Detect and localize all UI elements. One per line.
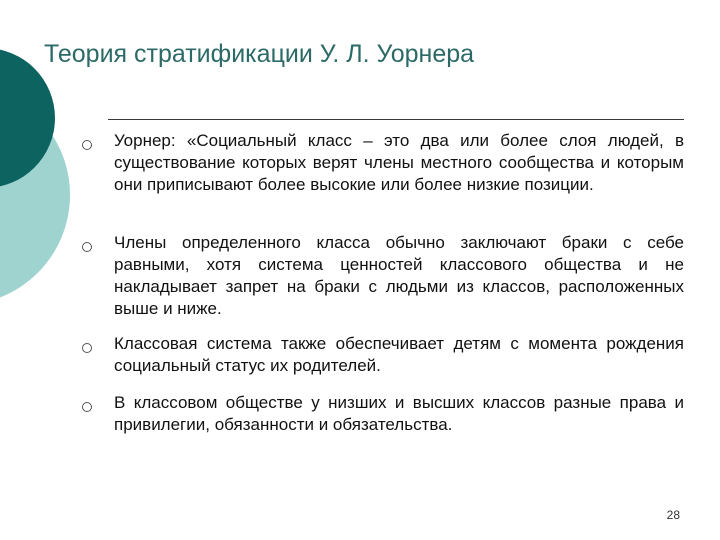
list-item — [82, 392, 684, 436]
bullet-text: Классовая система также обеспечивает детям с момента рождения социальный статус их родителей. — [114, 334, 684, 375]
bullet-text: Члены определенного класса обычно заключают браки с себе равными, хотя система ценностей классового общества и не накладывает запрет на браки с людьми из классов, расположенных выше и ниже. — [114, 233, 684, 318]
list-item — [82, 232, 684, 320]
circle-bullet-icon — [82, 140, 92, 150]
bullet-text: В классовом обществе у низших и высших классов разные права и привилегии, обязанности и обязательства. — [114, 393, 684, 434]
bullet-text: Уорнер: «Социальный класс – это два или более слоя людей, в существование которых верят члены местного сообщества и которым они приписывают более высокие или более низкие позиции. — [114, 131, 684, 194]
page-number: 28 — [666, 508, 680, 522]
circle-bullet-icon — [82, 242, 92, 252]
circle-bullet-icon — [82, 343, 92, 353]
circle-bullet-icon — [82, 402, 92, 412]
slide-title: Теория стратификации У. Л. Уорнера — [44, 40, 475, 68]
title-divider — [108, 119, 684, 120]
list-item — [82, 333, 684, 377]
list-item — [82, 130, 684, 196]
